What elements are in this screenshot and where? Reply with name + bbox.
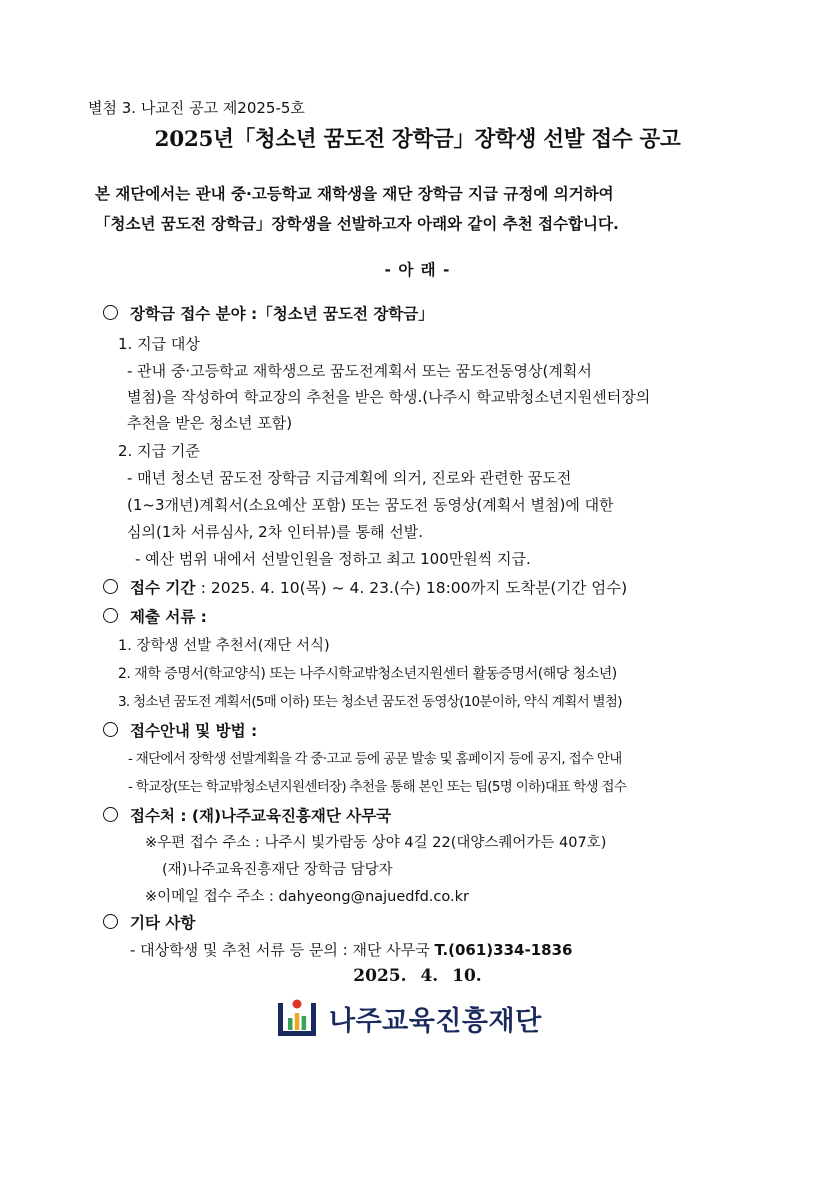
period-value: : 2025. 4. 10(목) ~ 4. 23.(수) 18:00까지 도착분(기간 엄수)	[200, 579, 628, 597]
section-guide-heading: 접수안내 및 방법 :	[103, 720, 257, 742]
circle-bullet-icon	[103, 807, 118, 822]
circle-bullet-icon	[103, 305, 118, 320]
section-field-heading: 장학금 접수 분야 :「청소년 꿈도전 장학금」	[103, 303, 434, 325]
eligibility-line: 추천을 받은 청소년 포함)	[127, 414, 293, 432]
foundation-logo	[275, 996, 542, 1040]
email-address: ※이메일 접수 주소 : dahyeong@najuedfd.co.kr	[145, 889, 469, 905]
docs-item: 2. 재학 증명서(학교양식) 또는 나주시학교밖청소년지원센터 활동증명서(해당 청소년)	[118, 666, 617, 682]
contact-line: - 대상학생 및 추천 서류 등 문의 : 재단 사무국 T.(061)334-1836	[130, 941, 573, 959]
criteria-line: - 예산 범위 내에서 선발인원을 정하고 최고 100만원씩 지급.	[135, 550, 531, 568]
postal-recipient: (재)나주교육진흥재단 장학금 담당자	[162, 862, 393, 878]
section-divider-label: - 아 래 -	[384, 261, 451, 279]
circle-bullet-icon	[103, 722, 118, 737]
guide-item: - 학교장(또는 학교밖청소년지원센터장) 추천을 통해 본인 또는 팀(5명 이하)대표 학생 접수	[128, 779, 627, 795]
intro-line-2: 「청소년 꿈도전 장학금」장학생을 선발하고자 아래와 같이 추천 접수합니다.	[95, 215, 619, 233]
criteria-line: - 매년 청소년 꿈도전 장학금 지급계획에 의거, 진로와 관련한 꿈도전	[127, 469, 572, 487]
notice-date: 2025. 4. 10.	[353, 966, 482, 986]
guide-item: - 재단에서 장학생 선발계획을 각 중·고교 등에 공문 발송 및 홈페이지 등에 공지, 접수 안내	[128, 751, 622, 767]
eligibility-line: - 관내 중·고등학교 재학생으로 꿈도전계획서 또는 꿈도전동영상(계획서	[127, 362, 592, 380]
section-docs-heading: 제출 서류 :	[103, 606, 207, 628]
postal-address: ※우편 접수 주소 : 나주시 빛가람동 상야 4길 22(대양스퀘어가든 407호)	[145, 835, 607, 851]
docs-item: 3. 청소년 꿈도전 계획서(5매 이하) 또는 청소년 꿈도전 동영상(10분이하, 약식 계획서 별첨)	[118, 694, 622, 710]
criteria-line: (1~3개년)계획서(소요예산 포함) 또는 꿈도전 동영상(계획서 별첨)에 대한	[127, 496, 614, 514]
section-office-heading: 접수처 : (재)나주교육진흥재단 사무국	[103, 805, 391, 827]
intro-line-1: 본 재단에서는 관내 중·고등학교 재학생을 재단 장학금 지급 규정에 의거하여	[95, 185, 614, 203]
circle-bullet-icon	[103, 608, 118, 623]
document-reference: 별첨 3. 나교진 공고 제2025-5호	[88, 99, 305, 117]
foundation-logo-icon	[275, 996, 319, 1040]
subheading-eligibility: 1. 지급 대상	[118, 335, 200, 353]
subheading-criteria: 2. 지급 기준	[118, 442, 200, 460]
eligibility-line: 별첨)을 작성하여 학교장의 추천을 받은 학생.(나주시 학교밖청소년지원센터장의	[127, 388, 651, 406]
section-period-heading: 접수 기간 : 2025. 4. 10(목) ~ 4. 23.(수) 18:00까지 도착분(기간 엄수)	[103, 577, 627, 599]
docs-item: 1. 장학생 선발 추천서(재단 서식)	[118, 638, 330, 654]
circle-bullet-icon	[103, 579, 118, 594]
criteria-line: 심의(1차 서류심사, 2차 인터뷰)를 통해 선발.	[127, 523, 424, 541]
contact-phone: T.(061)334-1836	[434, 941, 573, 959]
page-title: 2025년「청소년 꿈도전 장학금」장학생 선발 접수 공고	[154, 127, 681, 152]
circle-bullet-icon	[103, 914, 118, 929]
foundation-name: 나주교육진흥재단	[329, 1005, 542, 1037]
section-etc-heading: 기타 사항	[103, 912, 195, 934]
